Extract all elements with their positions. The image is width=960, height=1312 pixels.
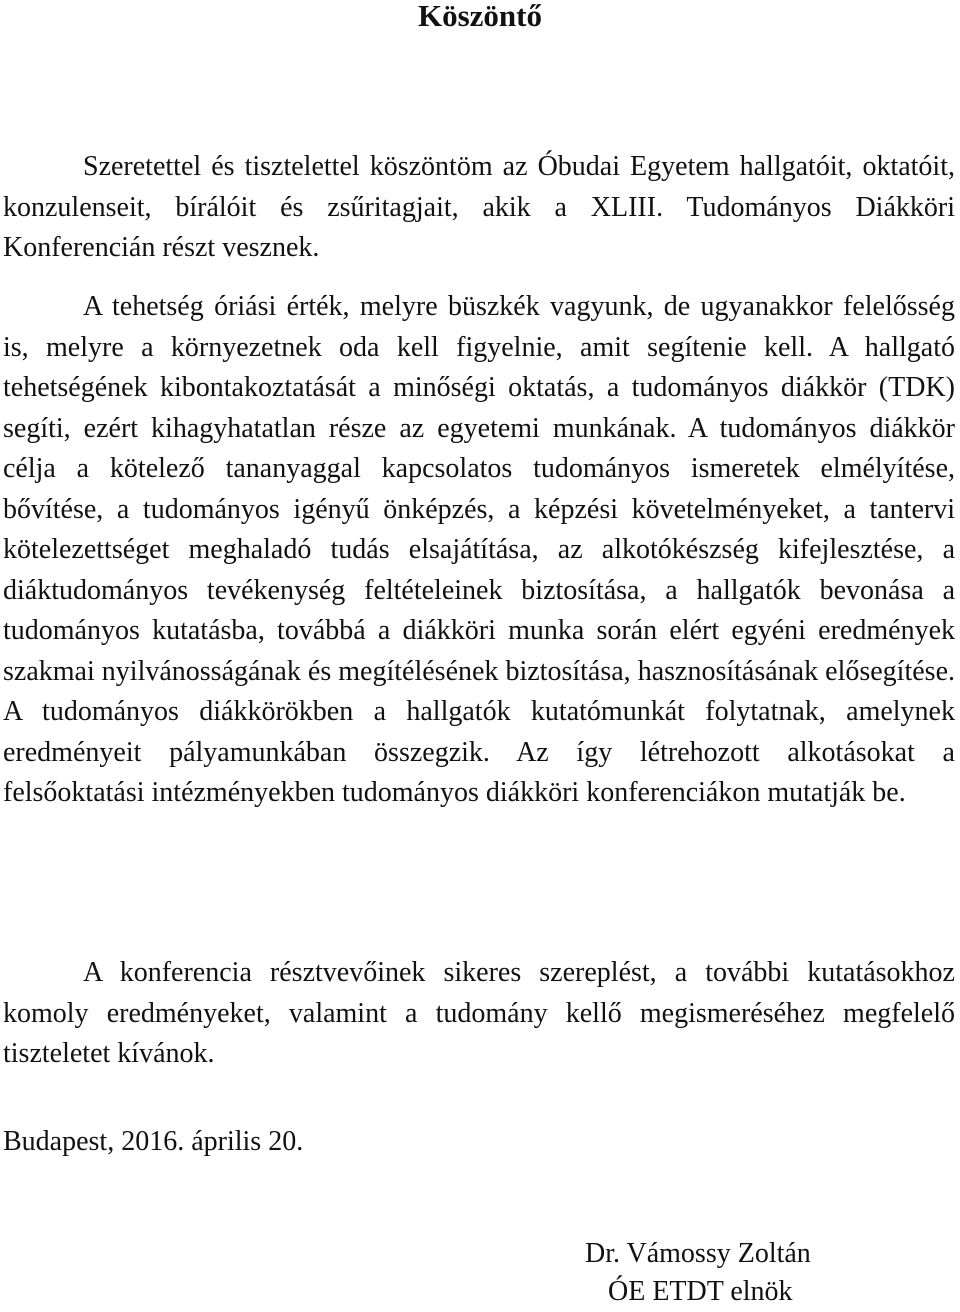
- date-line: Budapest, 2016. április 20.: [3, 1126, 304, 1157]
- wishes-paragraph: A konferencia résztvevőinek sikeres szereplést, a további kutatásokhoz komoly eredményeket, valamint a tudomány kellő megismeréséhez megfelelő tiszteletet kívánok.: [3, 957, 955, 1069]
- signatory-name: Dr. Vámossy Zoltán: [585, 1238, 811, 1269]
- greeting-paragraph: Szeretettel és tisztelettel köszöntöm az Óbudai Egyetem hallgatóit, oktatóit, konzulenseit, bírálóit és zsűritagjait, akik a XLIII. Tudományos Diákköri Konferencián részt vesznek.: [3, 151, 955, 263]
- talent-paragraph: A tehetség óriási érték, melyre büszkék vagyunk, de ugyanakkor felelősség is, melyre a környezetnek oda kell figyelnie, amit segítenie kell. A hallgató tehetségének kibontakoztatását a minőségi oktatás, a tudományos diákkör (TDK) segíti, ezért kihagyhatatlan része az egyetemi munkának. A tudományos diákkör célja a kötelező tananyaggal kapcsolatos tudományos ismeretek elmélyítése, bővítése, a tudományos igényű önképzés, a képzési követelményeket, a tantervi kötelezettséget meghaladó tudás elsajátítása, az alkotókészség kifejlesztése, a diáktudományos tevékenység feltételeinek biztosítása, a hallgatók bevonása a tudományos kutatásba, továbbá a diákköri munka során elért egyéni eredmények szakmai nyilvánosságának és megítélésének biztosítása, hasznosításának elősegítése. A tudományos diákkörökben a hallgatók kutatómunkát folytatnak, amelynek eredményeit pályamunkában összegzik. Az így létrehozott alkotásokat a felsőoktatási intézményekben tudományos diákköri konferenciákon mutatják be.: [3, 291, 955, 808]
- signatory-role: ÓE ETDT elnök: [608, 1276, 793, 1307]
- page-title: Köszöntő: [418, 0, 542, 33]
